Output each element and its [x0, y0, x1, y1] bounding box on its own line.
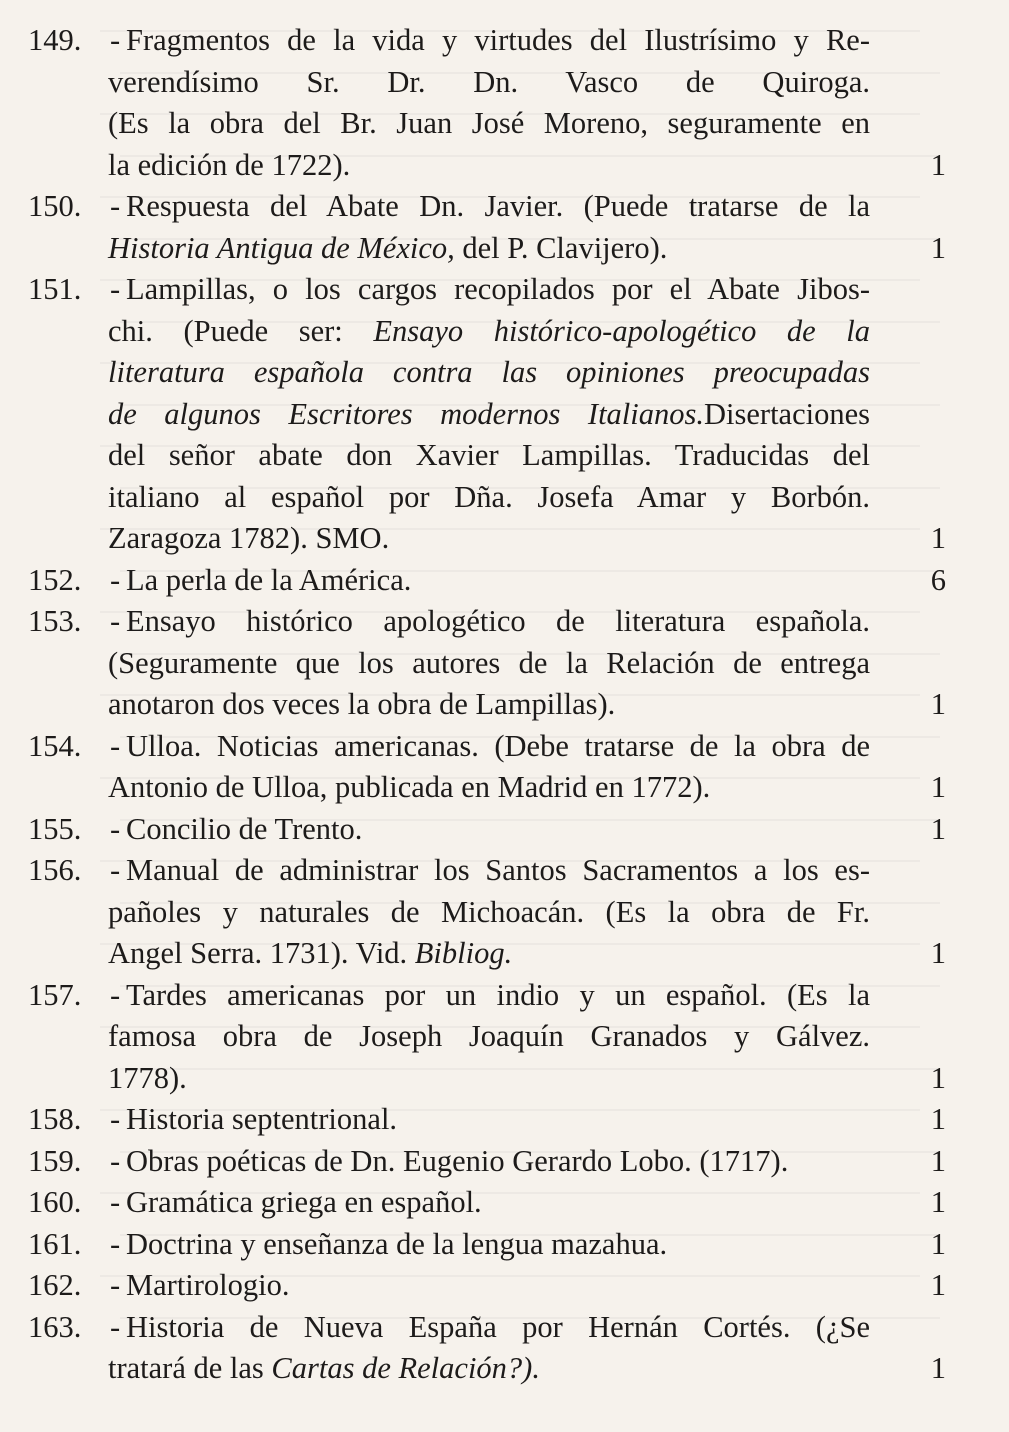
text-run: Lampillas, o los cargos recopilados por el Abate Jibos- — [126, 272, 870, 306]
entry-dash: - — [110, 272, 121, 306]
entry-line — [28, 684, 958, 726]
text-run: Doctrina y enseñanza de la lengua mazahua. — [126, 1226, 668, 1261]
entry-line — [28, 892, 958, 934]
entry-text — [108, 892, 870, 934]
text-run: Tardes americanas por un indio y un español. (Es la — [126, 977, 870, 1012]
entry-text — [126, 1307, 870, 1349]
entry-line — [28, 1307, 958, 1349]
entry-text — [108, 1348, 870, 1390]
text-run: Obras poéticas de Dn. Eugenio Gerardo Lobo. (1717). — [126, 1143, 789, 1178]
list-item — [28, 1265, 958, 1307]
text-run: (Seguramente que los autores de la Relación de entrega — [108, 645, 870, 680]
entry-quantity: 1 — [930, 936, 946, 970]
entry-dash: - — [110, 562, 121, 597]
text-run: 1778). — [108, 1060, 187, 1095]
text-run: italiano al español por Dña. Josefa Amar y Borbón. — [108, 479, 870, 514]
entry-text — [126, 20, 870, 62]
entry-line — [28, 435, 958, 477]
entry-number: 160. — [28, 1185, 82, 1219]
entry-quantity: 1 — [930, 1268, 946, 1302]
entry-number: 151. — [28, 272, 82, 306]
entry-quantity: 1 — [930, 521, 946, 555]
entry-line — [28, 228, 958, 270]
entry-line — [28, 1265, 958, 1307]
entry-number: 156. — [28, 853, 82, 887]
text-run: Disertaciones — [704, 396, 870, 431]
entry-quantity: 1 — [930, 1226, 946, 1261]
entry-quantity: 1 — [930, 770, 946, 804]
entry-text — [108, 311, 870, 353]
list-item — [28, 1224, 958, 1266]
entry-number: 155. — [28, 811, 82, 846]
entry-number: 158. — [28, 1102, 82, 1136]
text-run: del P. Clavijero). — [454, 230, 668, 265]
entry-line — [28, 850, 958, 892]
entry-number: 153. — [28, 604, 82, 638]
entry-text — [126, 1141, 870, 1183]
text-run: Fragmentos de la vida y virtudes del Ilustrísimo y Re- — [126, 23, 870, 57]
entry-text — [126, 186, 870, 228]
entry-line — [28, 1224, 958, 1266]
entry-text — [108, 684, 870, 726]
entry-text — [126, 1224, 870, 1266]
entry-text — [108, 103, 870, 145]
entry-quantity: 1 — [930, 230, 946, 265]
entry-quantity: 1 — [930, 147, 946, 182]
italic-title: literatura española contra las opiniones preocupadas — [108, 355, 870, 389]
entry-text — [126, 560, 870, 602]
entry-line — [28, 1348, 958, 1390]
entry-line — [28, 394, 958, 436]
entry-dash: - — [110, 23, 121, 57]
list-item — [28, 850, 958, 975]
entry-text — [126, 726, 870, 768]
entry-dash: - — [110, 728, 121, 763]
entry-text — [108, 767, 870, 809]
inventory-list — [28, 20, 958, 1390]
list-item — [28, 1141, 958, 1183]
entry-text — [126, 269, 870, 311]
text-run: chi. (Puede ser: — [108, 313, 374, 348]
list-item — [28, 1099, 958, 1141]
text-run: famosa obra de Joseph Joaquín Granados y Gálvez. — [108, 1019, 870, 1053]
list-item — [28, 1182, 958, 1224]
entry-text — [108, 518, 870, 560]
entry-quantity: 1 — [930, 811, 946, 846]
italic-title: Cartas de Relación?). — [271, 1351, 540, 1385]
entry-line — [28, 20, 958, 62]
entry-quantity: 1 — [930, 1060, 946, 1095]
entry-text — [126, 850, 870, 892]
text-run: la edición de 1722). — [108, 147, 351, 182]
entry-number: 154. — [28, 728, 82, 763]
text-run: verendísimo Sr. Dr. Dn. Vasco de Quiroga. — [108, 64, 870, 99]
entry-text — [108, 933, 870, 975]
entry-number: 157. — [28, 977, 82, 1012]
entry-line — [28, 1016, 958, 1058]
entry-quantity: 1 — [930, 1185, 946, 1219]
list-item — [28, 20, 958, 186]
entry-text — [108, 435, 870, 477]
entry-dash: - — [110, 1102, 121, 1136]
entry-line — [28, 477, 958, 519]
entry-text — [108, 1016, 870, 1058]
entry-text — [126, 809, 870, 851]
entry-line — [28, 103, 958, 145]
text-run: tratará de las — [108, 1351, 272, 1385]
entry-line — [28, 560, 958, 602]
entry-number: 162. — [28, 1268, 82, 1302]
entry-line — [28, 62, 958, 104]
entry-text — [108, 394, 870, 436]
entry-line — [28, 809, 958, 851]
entry-quantity: 1 — [930, 1351, 946, 1385]
entry-text — [108, 352, 870, 394]
entry-number: 161. — [28, 1226, 82, 1261]
list-item — [28, 186, 958, 269]
entry-text — [108, 477, 870, 519]
entry-dash: - — [110, 189, 121, 223]
text-run: Ensayo histórico apologético de literatura española. — [126, 604, 870, 638]
text-run: Manual de administrar los Santos Sacramentos a los es- — [126, 853, 870, 887]
entry-text — [108, 228, 870, 270]
text-run: anotaron dos veces la obra de Lampillas). — [108, 687, 616, 721]
entry-line — [28, 975, 958, 1017]
list-item — [28, 601, 958, 726]
entry-line — [28, 352, 958, 394]
entry-text — [108, 1058, 870, 1100]
text-run: Respuesta del Abate Dn. Javier. (Puede tratarse de la — [126, 189, 870, 223]
entry-dash: - — [110, 811, 121, 846]
italic-title: de algunos Escritores modernos Italianos. — [108, 396, 704, 431]
entry-quantity: 6 — [930, 562, 946, 597]
entry-dash: - — [110, 604, 121, 638]
entry-number: 149. — [28, 23, 82, 57]
entry-line — [28, 643, 958, 685]
entry-line — [28, 518, 958, 560]
entry-line — [28, 186, 958, 228]
text-run: Concilio de Trento. — [126, 811, 363, 846]
entry-number: 152. — [28, 562, 82, 597]
list-item — [28, 726, 958, 809]
entry-dash: - — [110, 1143, 121, 1178]
italic-title: Historia Antigua de México, — [108, 230, 455, 265]
entry-line — [28, 145, 958, 187]
entry-line — [28, 601, 958, 643]
italic-title: Ensayo histórico-apologético de la — [373, 313, 870, 348]
entry-number: 163. — [28, 1309, 82, 1344]
entry-quantity: 1 — [930, 687, 946, 721]
entry-dash: - — [110, 1309, 121, 1344]
text-run: Ulloa. Noticias americanas. (Debe tratarse de la obra de — [126, 728, 870, 763]
text-run: Gramática griega en español. — [126, 1185, 482, 1219]
list-item — [28, 975, 958, 1100]
text-run: del señor abate don Xavier Lampillas. Traducidas del — [108, 438, 870, 472]
entry-line — [28, 311, 958, 353]
entry-text — [126, 975, 870, 1017]
list-item — [28, 269, 958, 560]
entry-text — [108, 643, 870, 685]
list-item — [28, 560, 958, 602]
entry-line — [28, 1058, 958, 1100]
text-run: La perla de la América. — [126, 562, 412, 597]
italic-title: Bibliog. — [414, 936, 513, 970]
entry-dash: - — [110, 1226, 121, 1261]
entry-quantity: 1 — [930, 1143, 946, 1178]
entry-text — [126, 1099, 870, 1141]
text-run: Historia septentrional. — [126, 1102, 398, 1136]
text-run: Angel Serra. 1731). Vid. — [108, 936, 415, 970]
entry-line — [28, 726, 958, 768]
text-run: Antonio de Ulloa, publicada en Madrid en 1772). — [108, 770, 711, 804]
entry-text — [126, 601, 870, 643]
entry-dash: - — [110, 977, 121, 1012]
text-run: (Es la obra del Br. Juan José Moreno, seguramente en — [108, 106, 870, 140]
text-run: Historia de Nueva España por Hernán Cortés. (¿Se — [126, 1309, 870, 1344]
list-item — [28, 809, 958, 851]
entry-quantity: 1 — [930, 1102, 946, 1136]
entry-line — [28, 933, 958, 975]
text-run: Zaragoza 1782). SMO. — [108, 521, 390, 555]
entry-dash: - — [110, 1268, 121, 1302]
entry-text — [108, 145, 870, 187]
entry-dash: - — [110, 1185, 121, 1219]
entry-text — [108, 62, 870, 104]
list-item — [28, 1307, 958, 1390]
entry-line — [28, 269, 958, 311]
text-run: Martirologio. — [126, 1268, 290, 1302]
entry-line — [28, 1099, 958, 1141]
entry-number: 159. — [28, 1143, 82, 1178]
entry-text — [126, 1182, 870, 1224]
entry-line — [28, 1141, 958, 1183]
entry-text — [126, 1265, 870, 1307]
entry-dash: - — [110, 853, 121, 887]
text-run: pañoles y naturales de Michoacán. (Es la obra de Fr. — [108, 894, 870, 929]
entry-line — [28, 1182, 958, 1224]
entry-number: 150. — [28, 189, 82, 223]
entry-line — [28, 767, 958, 809]
